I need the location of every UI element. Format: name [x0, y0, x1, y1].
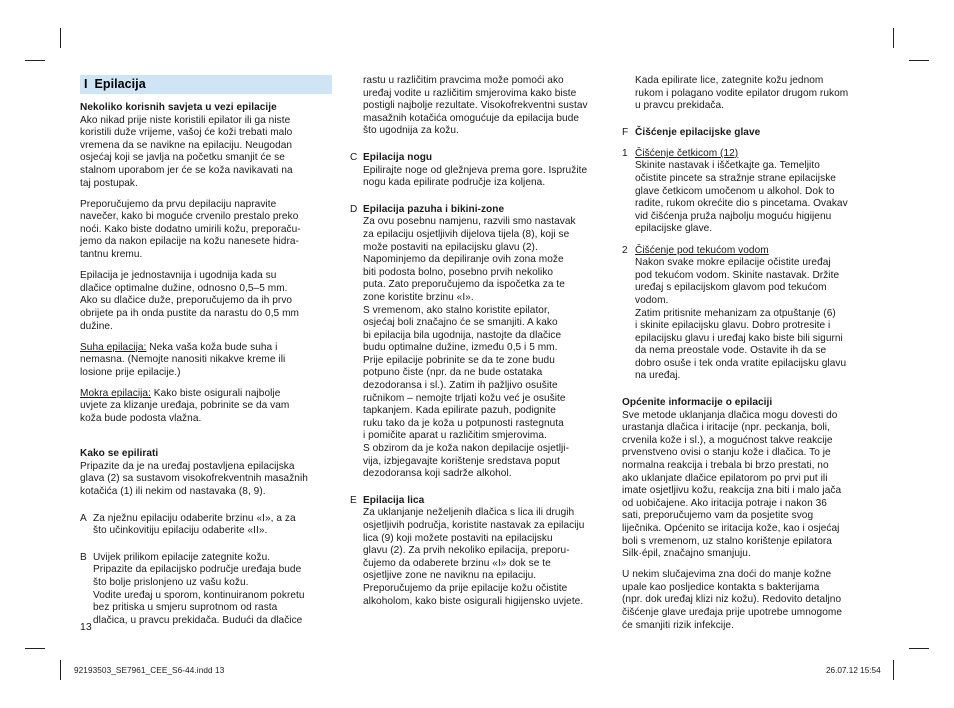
- step-line: i skinite epilacijsku glavu. Dobro protresite i: [635, 320, 831, 332]
- step-title: Čišćenje četkicom (12): [635, 147, 739, 159]
- step-line: što učinkovitiju epilaciju odaberite «II».: [93, 525, 268, 537]
- para2-line: tantnu kremu.: [80, 249, 143, 261]
- intro-line: taj postupak.: [80, 177, 138, 189]
- para3-line: obrijete pa ih onda pustite da narastu do 0,5 mm: [80, 307, 299, 319]
- step-line: S vremenom, ako stalno koristite epilator,: [363, 304, 550, 316]
- step-title: Čišćenje epilacijske glave: [635, 126, 761, 138]
- step-e: [350, 495, 608, 608]
- step-letter: B: [80, 551, 87, 563]
- footer-timestamp: 26.07.12 15:54: [826, 666, 881, 675]
- general-line: Silk·épil, značajno smanjuju.: [622, 548, 751, 560]
- step-letter: D: [350, 203, 358, 215]
- intro-line: vremena da se navikne na epilaciju. Neugodan: [80, 139, 293, 151]
- intro-line: osjećaj koji se javlja na početku smanjit će se: [80, 152, 285, 164]
- continuation: [622, 75, 878, 113]
- intro-line: stalnom uporabom jer će se koža navikavati na: [80, 164, 293, 176]
- step-line: na uređaj.: [635, 370, 681, 382]
- general-line: urastanja dlačica i iritacije (npr. peckanja, boli,: [622, 422, 830, 434]
- cont-line: rukom i polagano vodite epilator drugom rukom: [635, 87, 849, 99]
- step-line: glavu (2). Za prvih nekoliko epilacija, preporu-: [363, 545, 570, 557]
- step-line: epilacijske glave.: [635, 223, 713, 235]
- para2-line: jemo da nakon epilacije na kožu nanesete hidra-: [80, 236, 299, 248]
- step-letter: C: [350, 151, 358, 163]
- step-line: pod tekućom vodom. Skinite nastavak. Držite: [635, 269, 840, 281]
- cleaning-step-2: [622, 245, 878, 384]
- step-line: alkoholom, kako biste osigurali higijensko uvjete.: [363, 595, 584, 607]
- final-line: čišćenje glave uređaja prije upotrebe umnogome: [622, 607, 843, 619]
- step-a: [80, 513, 332, 538]
- final-line: (npr. dok uređaj klizi niz kožu). Redovito detaljno: [622, 594, 842, 606]
- step-number: 1: [622, 147, 628, 159]
- section-title: Epilacija: [94, 77, 146, 92]
- section-number: I: [84, 77, 88, 92]
- step-line: ručnikom – nemojte trljati kožu već je osušite: [363, 392, 566, 404]
- para3-line: Ako su dlačice duže, preporučujemo da ih prvo: [80, 295, 293, 307]
- crop-mark-bottom-right: [893, 660, 894, 680]
- step-line: dlačica, u pravcu prekidača. Budući da dlačice: [93, 614, 303, 626]
- step-line: nogu kada epilirate područje iza koljena.: [363, 177, 546, 189]
- step-line: bez pritiska u smjeru suprotnom od rasta: [93, 602, 278, 614]
- step-c: [350, 152, 608, 190]
- step-line: lica (9) koji možete postaviti na epilacijsku: [363, 532, 553, 544]
- step-title: Epilacija nogu: [363, 151, 433, 163]
- final-line: će smanjiti rizik infekcije.: [622, 619, 734, 631]
- step-line: bi epilacija bila ugodnija, nastojte da dlačice: [363, 329, 562, 341]
- step-line: dezodoransa i sl.). Zatim ih pažljivo osušite: [363, 380, 558, 392]
- step-line: Za uklanjanje neželjenih dlačica s lica ili drugih: [363, 507, 575, 519]
- para2-line: Preporučujemo da prvu depilaciju napravite: [80, 198, 277, 210]
- final-line: upale kao posljedice kontakta s bakterijama: [622, 581, 820, 593]
- step-line: puta. Zato preporučujemo da ispočetka za te: [363, 279, 565, 291]
- column-3: [622, 75, 878, 632]
- step-line: može postaviti na epilacijsku glavu (2).: [363, 241, 538, 253]
- step-line: dezodoransa koji sadrže alkohol.: [363, 468, 512, 480]
- para2-line: navečer, kako bi moguće crvenilo prestalo preko: [80, 211, 299, 223]
- step-line: čujemo da odaberete brzinu «I» dok se te: [363, 557, 551, 569]
- step-line: tapkanjem. Kada epilirate pazuh, podignite: [363, 405, 556, 417]
- crop-mark-top-right: [893, 28, 894, 48]
- step-line: osjećaj boli značajno će se smanjiti. A kako: [363, 317, 558, 329]
- step-line: osjetljivih područja, koristite nastavak za epilaciju: [363, 520, 585, 531]
- step-b: [80, 552, 332, 628]
- step-line: da nema preostale vode. Ostavite ih da se: [635, 345, 827, 357]
- crop-mark-top-left: [60, 28, 61, 48]
- wet-epilation-line: Mokra epilacija: Kako biste osigurali najbolje: [80, 387, 281, 399]
- dry-epilation-line: Suha epilacija: Neka vaša koža bude suha i: [80, 341, 278, 353]
- general-line: crvenila kože i sl.), a mogućnost takve reakcije: [622, 434, 833, 446]
- footer-file-info: 92193503_SE7961_CEE_S6-44.indd 13: [74, 666, 225, 675]
- how-to-line: Pripazite da je na uređaj postavljena epilacijska: [80, 460, 295, 472]
- step-line: biti podosta bolno, posebno prvih nekoliko: [363, 266, 554, 278]
- step-line: epilacijsku glavu i uređaj kako biste bili sigurni: [635, 332, 843, 344]
- cont-line: rastu u različitim pravcima može pomoći ako: [363, 75, 564, 86]
- wet-epilation-line: uvjete za klizanje uređaja, pobrinite se da vam: [80, 400, 290, 412]
- wet-epilation-line: koža bude podosta vlažna.: [80, 413, 202, 425]
- cleaning-step-1: [622, 148, 878, 236]
- continuation: [350, 75, 608, 138]
- cont-line: masažnih kotačića omogućuje da epilacija bude: [363, 112, 580, 124]
- step-number: 2: [622, 244, 628, 256]
- step-line: Uvijek prilikom epilacije zategnite kožu.: [93, 551, 271, 563]
- crop-mark-bottom-left-h: [25, 648, 45, 649]
- step-line: i pomičite aparat u različitim smjerovima.: [363, 430, 547, 442]
- step-line: Pripazite da epilacijsko područje uređaja bude: [93, 564, 302, 576]
- general-line: Sve metode uklanjanja dlačica mogu dovesti do: [622, 409, 838, 421]
- intro-line: Ako nikad prije niste koristili epilator ili ga niste: [80, 114, 291, 126]
- step-letter: A: [80, 512, 87, 524]
- general-line: liječnika. Općenito se iritacija kože, kao i osjećaj: [622, 523, 840, 534]
- step-letter: F: [622, 126, 629, 138]
- step-line: uređaj s epilacijskom glavom pod tekućom: [635, 282, 827, 294]
- step-line: Prije epilacije pobrinite se da te zone budu: [363, 354, 555, 366]
- final-line: U nekim slučajevima zna doći do manje kožne: [622, 569, 832, 581]
- intro-line: koristili duže vrijeme, vašoj će koži trebati malo: [80, 127, 293, 139]
- para3-line: dlačice optimalne dužine, odnosno 0,5–5 mm.: [80, 282, 288, 294]
- step-line: Napominjemo da depiliranje ovih zona može: [363, 254, 564, 266]
- step-line: vija, izbjegavajte korištenje sredstava poput: [363, 455, 560, 467]
- step-line: S obzirom da je koža nakon depilacije osjetlji-: [363, 443, 570, 455]
- step-line: dobro osuše i tek onda vratite epilacijsku glavu: [635, 357, 847, 369]
- column-2: [350, 75, 608, 608]
- crop-mark-bottom-right-h: [909, 648, 929, 649]
- page-number: 13: [80, 621, 92, 633]
- dry-epilation-line: losione prije epilacije.): [80, 366, 181, 378]
- general-line: od uobičajene. Ako iritacija potraje i nakon 36: [622, 497, 827, 509]
- step-line: Preporučujemo da prije epilacije kožu očistite: [363, 582, 568, 594]
- intro-heading: Nekoliko korisnih savjeta u vezi epilacije: [80, 102, 277, 113]
- how-to-line: glava (2) sa sustavom visokofrekventnih masažnih: [80, 473, 308, 485]
- step-line: vodom.: [635, 294, 669, 306]
- general-line: boli s vremenom, uz stalno korištenje epilatora: [622, 535, 832, 547]
- general-line: prvenstveno ovisi o stanju kože i dlačica. To je: [622, 447, 831, 459]
- cont-line: uređaj vodite u različitim smjerovima kako biste: [363, 87, 577, 99]
- wet-epilation-label: Mokra epilacija:: [80, 387, 151, 399]
- dry-epilation-line: nemasna. (Nemojte nanositi nikakve kreme ili: [80, 354, 286, 366]
- step-line: budu optimalne dužine, između 0,5 i 5 mm.: [363, 342, 558, 354]
- cont-line: Kada epilirate lice, zategnite kožu jednom: [635, 75, 824, 86]
- step-line: vid čišćenja pruža najbolju moguću higijenu: [635, 210, 832, 222]
- general-line: imate osjetljivu kožu, reakcija zna biti i malo jača: [622, 485, 842, 497]
- step-line: radite, rukom okrećite dio s pincetama. Ovakav: [635, 198, 848, 210]
- column-1: [80, 75, 332, 627]
- step-line: Zatim pritisnite mehanizam za otpuštanje (6): [635, 307, 836, 319]
- step-line: zone koristite brzinu «I».: [363, 291, 474, 303]
- how-to-line: kotačića (1) ili nekim od nastavaka (8, 9).: [80, 485, 266, 497]
- step-line: Za nježnu epilaciju odaberite brzinu «I», a za: [93, 512, 296, 524]
- general-line: ako uklanjate dlačice epilatorom po prvi put ili: [622, 472, 828, 484]
- step-line: što bolje prislonjeno uz vašu kožu.: [93, 576, 249, 588]
- cont-line: postigli najbolje rezultate. Visokofrekventni sustav: [363, 100, 588, 112]
- dry-epilation-label: Suha epilacija:: [80, 341, 147, 353]
- general-line: normalna reakcija i trebala bi brzo prestati, no: [622, 460, 829, 472]
- step-line: očistite pincete sa stražnje strane epilacijske: [635, 173, 836, 185]
- para2-line: noći. Kako biste dodatno umirili kožu, preporaču-: [80, 223, 301, 235]
- general-line: sati, preporučujemo vam da posjetite svog: [622, 510, 814, 522]
- step-line: Nakon svake mokre epilacije očistite uređaj: [635, 257, 831, 269]
- step-line: osjetljive zone ne naviknu na epilaciju.: [363, 570, 537, 582]
- para3-line: Epilacija je jednostavnija i ugodnija kada su: [80, 270, 277, 282]
- cont-line: što ugodnija za kožu.: [363, 125, 459, 137]
- step-line: ruku tako da je koža u potpunosti rastegnuta: [363, 417, 564, 429]
- step-line: za epilaciju osjetljivih dijelova tijela (8), koji se: [363, 228, 570, 240]
- para3-line: dužine.: [80, 320, 113, 332]
- step-line: Skinite nastavak i iščetkajte ga. Temeljito: [635, 160, 820, 172]
- general-info-heading: Općenite informacije o epilaciji: [622, 397, 773, 409]
- step-title: Epilacija pazuha i bikini-zone: [363, 203, 505, 215]
- crop-mark-bottom-left: [60, 660, 61, 680]
- step-title: Epilacija lica: [363, 494, 425, 506]
- step-line: potpuno čiste (npr. da ne bude ostataka: [363, 367, 543, 379]
- section-title-bar: [80, 75, 332, 94]
- crop-mark-top-right-h: [909, 60, 929, 61]
- step-letter: E: [350, 494, 357, 506]
- crop-mark-top-left-h: [25, 60, 45, 61]
- step-d: [350, 204, 608, 481]
- step-line: Epilirajte noge od gležnjeva prema gore. Ispružite: [363, 164, 588, 176]
- step-title: Čišćenje pod tekućom vodom: [635, 244, 769, 256]
- step-f: [622, 127, 878, 140]
- how-to-heading: Kako se epilirati: [80, 448, 159, 460]
- step-line: Za ovu posebnu namjenu, razvili smo nastavak: [363, 216, 576, 228]
- cont-line: u pravcu prekidača.: [635, 100, 725, 112]
- step-line: glave četkicom umočenom u alkohol. Dok to: [635, 185, 835, 197]
- step-line: Vodite uređaj u sporom, kontinuiranom pokretu: [93, 589, 305, 601]
